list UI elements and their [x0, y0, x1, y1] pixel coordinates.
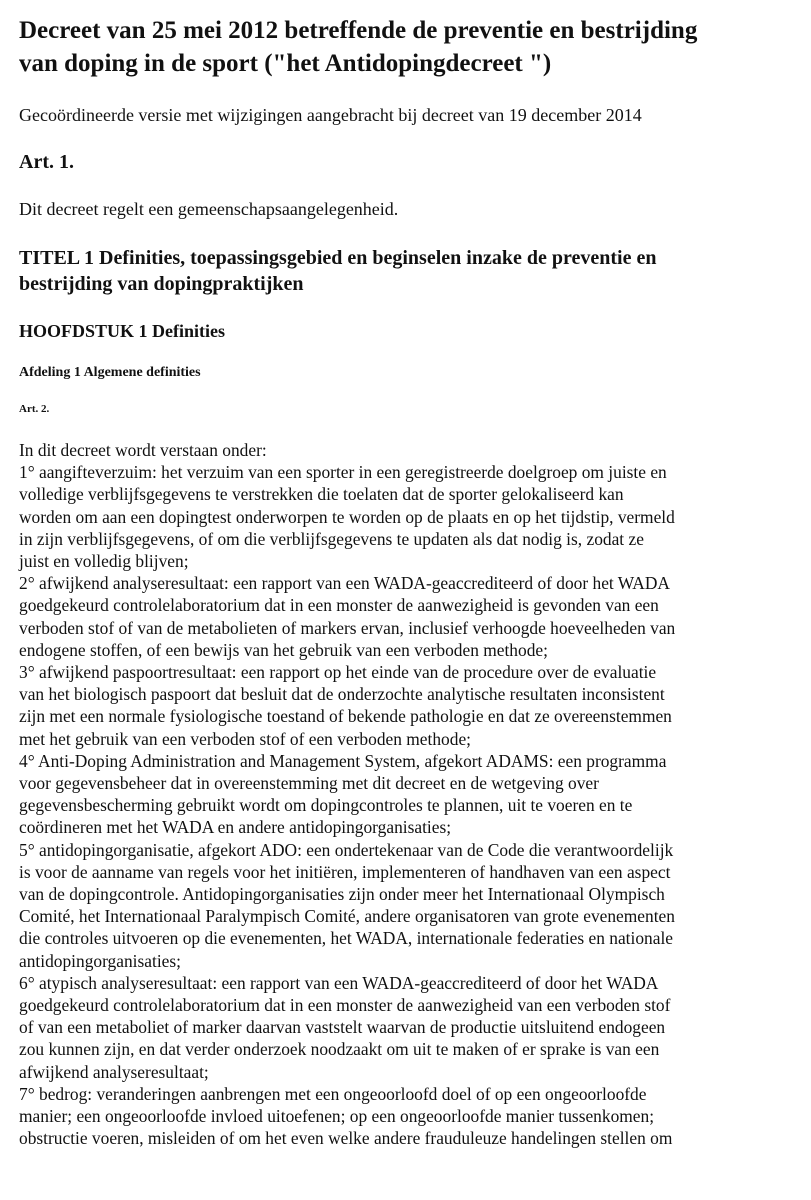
article-2-line: volledige verblijfsgegevens te verstrekken die toelaten dat de sporter gelokaliseerd kan: [19, 484, 624, 505]
article-2-line: manier; een ongeoorloofde invloed uitoefenen; op een ongeoorloofde manier tussenkomen;: [19, 1106, 655, 1127]
article-2-line: verboden stof of van de metabolieten of markers ervan, inclusief verhoogde hoeveelheden van: [19, 617, 676, 638]
article-2-line: of van een metaboliet of marker daarvan vaststelt waarvan de productie uitsluitend endogeen: [19, 1017, 666, 1038]
article-2-line: goedgekeurd controlelaboratorium dat in een monster de aanwezigheid is gevonden van een: [19, 595, 659, 616]
article-2-line: zijn met een normale fysiologische toestand of bekende pathologie en dat ze overeenstemmen: [19, 706, 672, 727]
article-2-line: van de dopingcontrole. Antidopingorganisaties zijn onder meer het Internationaal Olympisch: [19, 884, 665, 905]
article-2-body: [19, 439, 799, 1150]
titel-1-heading: [19, 245, 797, 297]
document-title-line: van doping in de sport ("het Antidopingdecreet "): [19, 50, 552, 77]
article-1-text: Dit decreet regelt een gemeenschapsaangelegenheid.: [19, 199, 399, 219]
article-2-line: 4° Anti-Doping Administration and Management System, afgekort ADAMS: een programma: [19, 750, 667, 771]
article-2-line: Comité, het Internationaal Paralympisch Comité, andere organisatoren van grote evenementen: [19, 906, 675, 927]
article-2-line: In dit decreet wordt verstaan onder:: [19, 440, 267, 460]
article-2-line: 5° antidopingorganisatie, afgekort ADO: een ondertekenaar van de Code die verantwoordelijk: [19, 839, 674, 860]
article-2-line: endogene stoffen, of een bewijs van het gebruik van een verboden methode;: [19, 639, 548, 660]
afdeling-1-heading: Afdeling 1 Algemene definities: [19, 365, 201, 380]
article-2-line: die controles uitvoeren op die evenementen, het WADA, internationale federaties en nationale: [19, 928, 673, 949]
article-2-line: met het gebruik van een verboden stof of een verboden methode;: [19, 728, 471, 749]
article-2-line: 7° bedrog: veranderingen aanbrengen met een ongeoorloofd doel of op een ongeoorloofde: [19, 1083, 647, 1104]
article-2-line: zou kunnen zijn, en dat verder onderzoek noodzaakt om uit te maken of er sprake is van een: [19, 1039, 660, 1060]
article-2-line: worden om aan een dopingtest onderworpen te worden op de plaats en op het tijdstip, vermeld: [19, 506, 675, 527]
titel-heading-line: bestrijding van dopingpraktijken: [19, 273, 304, 295]
article-2-line: in zijn verblijfsgegevens, of om die verblijfsgegevens te updaten als dat nodig is, zodat ze: [19, 528, 644, 549]
article-2-line: obstructie voeren, misleiden of om het even welke andere frauduleuze handelingen stellen om: [19, 1128, 673, 1149]
document-title-line: Decreet van 25 mei 2012 betreffende de preventie en bestrijding: [19, 17, 698, 44]
titel-heading-line: TITEL 1 Definities, toepassingsgebied en beginselen inzake de preventie en: [19, 247, 657, 269]
article-2-line: gegevensbescherming gebruikt wordt om dopingcontroles te plannen, uit te voeren en te: [19, 795, 633, 816]
article-2-line: is voor de aanname van regels voor het initiëren, implementeren of handhaven van een aspect: [19, 861, 671, 882]
article-2-line: 1° aangifteverzuim: het verzuim van een sporter in een geregistreerde doelgroep om juiste en: [19, 462, 667, 483]
article-2-line: 2° afwijkend analyseresultaat: een rapport van een WADA-geaccrediteerd of door het WADA: [19, 573, 670, 594]
article-2-line: afwijkend analyseresultaat;: [19, 1061, 209, 1082]
article-2-line: coördineren met het WADA en andere antidopingorganisaties;: [19, 817, 452, 838]
article-2-heading: Art. 2.: [19, 403, 50, 415]
article-1-heading: Art. 1.: [19, 151, 74, 173]
document-title: [19, 14, 797, 80]
article-2-line: 6° atypisch analyseresultaat: een rapport van een WADA-geaccrediteerd of door het WADA: [19, 972, 659, 993]
hoofdstuk-1-heading: HOOFDSTUK 1 Definities: [19, 321, 225, 341]
article-2-line: goedgekeurd controlelaboratorium dat in een monster de aanwezigheid van een verboden stof: [19, 995, 671, 1016]
article-2-line: antidopingorganisaties;: [19, 950, 181, 971]
article-2-line: juist en volledig blijven;: [19, 551, 189, 572]
article-2-line: 3° afwijkend paspoortresultaat: een rapport op het einde van de procedure over de evaluatie: [19, 662, 657, 683]
document-subtitle: Gecoördineerde versie met wijzigingen aangebracht bij decreet van 19 december 2014: [19, 105, 642, 125]
article-2-line: voor gegevensbeheer dat in overeenstemming met dit decreet en de wetgeving over: [19, 773, 599, 794]
article-2-line: van het biologisch paspoort dat besluit dat de onderzochte analytische resultaten inconsistent: [19, 684, 665, 705]
